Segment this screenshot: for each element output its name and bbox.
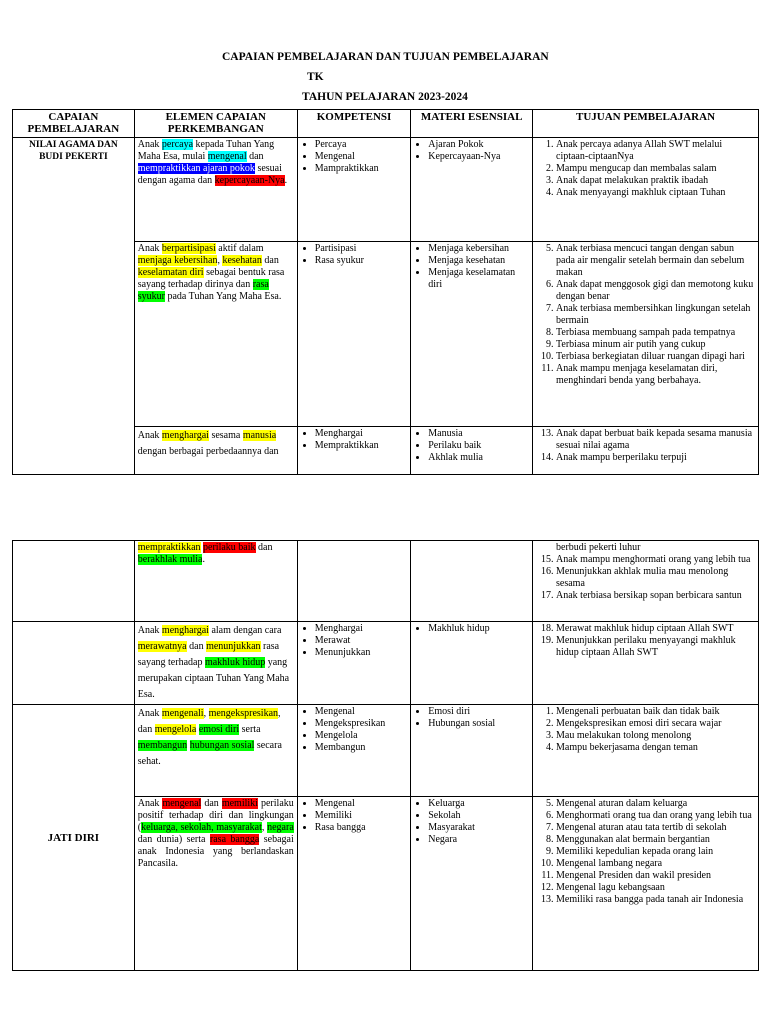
doc-subtitle-level: TK [307,71,324,83]
list-item: 7. Anak terbiasa membersihkan lingkungan setelah bermain [556,303,755,327]
kompetensi-cell [297,242,410,427]
list-item: • Merawat [315,635,407,647]
list-item: 4. Mampu bekerjasama dengan teman [556,742,755,754]
tujuan-cell [533,622,759,705]
list-item: 2. Mampu mengucap dan membalas salam [556,163,755,175]
list-item: 16. Menunjukkan akhlak mulia mau menolong sesama [556,566,755,590]
list-item: • Ajaran Pokok [428,139,529,151]
list-item: • Negara [428,834,529,846]
header-capaian: CAPAIAN PEMBELAJARAN [13,110,135,138]
list-item: 2. Mengekspresikan emosi diri secara wajar [556,718,755,730]
list-item: • Menunjukkan [315,647,407,659]
tujuan-cell [533,138,759,242]
list-item: 19. Menunjukkan perilaku menyayangi makhluk hidup ciptaan Allah SWT [556,635,755,659]
highlight-keyword: berakhlak mulia [137,554,203,565]
highlight-keyword: kepercayaan-Nya [214,175,285,186]
kompetensi-cell [297,797,410,971]
elemen-cell [134,541,297,622]
kompetensi-cell [297,427,410,475]
list-item: 4. Anak menyayangi makhluk ciptaan Tuhan [556,187,755,199]
materi-cell [411,541,533,622]
tujuan-cell [533,541,759,622]
highlight-keyword: rasa syukur [137,279,269,302]
tujuan-continued: berbudi pekerti luhur [556,542,641,553]
highlight-keyword: kesehatan [222,255,262,266]
list-item: 1. Mengenali perbuatan baik dan tidak baik [556,706,755,718]
materi-cell [411,797,533,971]
highlight-keyword: memiliki [221,798,258,809]
elemen-text: Anak [137,625,162,636]
materi-cell [411,138,533,242]
list-item: 15. Anak mampu menghormati orang yang lebih tua [556,554,755,566]
elemen-text: sebagai bentuk rasa sayang terhadap dirinya dan [137,267,285,290]
elemen-text: , [261,822,268,833]
elemen-text: Anak [137,139,162,150]
highlight-keyword: membangun [137,740,188,751]
list-item: 8. Menggunakan alat bermain bergantian [556,834,755,846]
elemen-cell [134,797,297,971]
list-item: • Mengekspresikan [315,718,407,730]
kompetensi-cell [297,622,410,705]
elemen-text: aktif dalam [215,243,264,254]
list-item: • Rasa bangga [315,822,407,834]
elemen-text: dengan berbagai perbedaannya dan [137,446,279,457]
highlight-keyword: menunjukkan [206,641,261,652]
elemen-text: secara sehat. [137,740,282,767]
table-row [13,541,759,622]
elemen-text: alam dengan cara [208,625,282,636]
list-item: 3. Anak dapat melakukan praktik ibadah [556,175,755,187]
list-item: • Hubungan sosial [428,718,529,730]
capaian-cell [13,705,135,971]
table-row [13,138,759,242]
list-item: 5. Anak terbiasa mencuci tangan dengan sabun pada air mengalir setelah bermain dan sebelum makan [556,243,755,279]
elemen-text: dan [261,255,279,266]
list-item: 6. Menghormati orang tua dan orang yang lebih tua [556,810,755,822]
elemen-text: sebagai anak Indonesia yang berlandaskan Pancasila. [137,834,294,869]
highlight-keyword: menghargai [161,625,209,636]
elemen-text: , [203,708,209,719]
header-kompetensi: KOMPETENSI [297,110,410,138]
elemen-text: Anak [137,430,162,441]
highlight-keyword: makhluk hidup [204,657,266,668]
highlight-keyword: merawatnya [137,641,187,652]
elemen-text: serta [239,724,261,735]
list-item: 14. Anak mampu berperilaku terpuji [556,452,755,464]
elemen-cell [134,705,297,797]
list-item: 7. Mengenal aturan atau tata tertib di sekolah [556,822,755,834]
header-materi: MATERI ESENSIAL [411,110,533,138]
doc-subtitle-year: TAHUN PELAJARAN 2023-2024 [302,91,468,103]
elemen-text: perilaku positif terhadap diri dan lingkungan ( [137,798,294,833]
list-item: • Percaya [315,139,407,151]
list-item: • Rasa syukur [315,255,407,267]
list-item: • Menghargai [315,623,407,635]
list-item: 6. Anak dapat menggosok gigi dan memotong kuku dengan benar [556,279,755,303]
list-item: • Akhlak mulia [428,452,529,464]
elemen-cell [134,138,297,242]
highlight-keyword: mengekspresikan [208,708,279,719]
list-item: • Mengelola [315,730,407,742]
list-item: 10. Terbiasa berkegiatan diluar ruangan dipagi hari [556,351,755,363]
highlight-keyword: menghargai [161,430,209,441]
elemen-text: dan [246,151,264,162]
list-item: 12. Mengenal lagu kebangsaan [556,882,755,894]
highlight-keyword: negara [267,822,294,833]
list-item: • Mempraktikkan [315,440,407,452]
list-item: • Masyarakat [428,822,529,834]
capaian-label: JATI DIRI [47,831,100,844]
materi-cell [411,705,533,797]
elemen-text: , [217,255,223,266]
elemen-cell [134,242,297,427]
list-item: • Membangun [315,742,407,754]
list-item: • Menghargai [315,428,407,440]
capaian-cell [13,138,135,475]
elemen-text: , dan [137,708,281,735]
materi-cell [411,427,533,475]
list-item: 18. Merawat makhluk hidup ciptaan Allah SWT [556,623,755,635]
kompetensi-cell [297,541,410,622]
elemen-text: dan [186,641,207,652]
highlight-keyword: emosi diri [198,724,240,735]
elemen-text: kepada Tuhan Yang Maha Esa, mulai [137,139,275,162]
list-item: 11. Mengenal Presiden dan wakil presiden [556,870,755,882]
list-item: • Memiliki [315,810,407,822]
tujuan-cell [533,427,759,475]
elemen-text: dan [255,542,273,553]
table-header-row [13,110,759,138]
highlight-keyword: perilaku baik [203,542,256,553]
highlight-keyword: manusia [242,430,277,441]
elemen-cell [134,427,297,475]
list-item: • Sekolah [428,810,529,822]
highlight-keyword: mempraktikkan [137,542,201,553]
tujuan-cell [533,797,759,971]
list-item: • Mampraktikkan [315,163,407,175]
elemen-text: . [202,554,205,565]
list-item: 5. Mengenal aturan dalam keluarga [556,798,755,810]
list-item: • Kepercayaan-Nya [428,151,529,163]
list-item: • Perilaku baik [428,440,529,452]
list-item: • Menjaga kebersihan [428,243,529,255]
tujuan-cell [533,705,759,797]
table-row [13,622,759,705]
elemen-text: dan dunia) serta [137,834,210,845]
elemen-text: sesuai dengan agama dan [137,163,282,186]
list-item: 9. Terbiasa minum air putih yang cukup [556,339,755,351]
list-item: • Emosi diri [428,706,529,718]
list-item: • Menjaga kesehatan [428,255,529,267]
elemen-text: pada Tuhan Yang Maha Esa. [164,291,282,302]
capaian-label: NILAI AGAMA DAN BUDI PEKERTI [29,140,118,162]
list-item: 1. Anak percaya adanya Allah SWT melalui ciptaan-ciptaanNya [556,139,755,163]
list-item: 8. Terbiasa membuang sampah pada tempatnya [556,327,755,339]
elemen-text: sesama [208,430,243,441]
table-row [13,705,759,797]
list-item: 10. Mengenal lambang negara [556,858,755,870]
elemen-cell [134,622,297,705]
highlight-keyword: mengelola [154,724,197,735]
capaian-cell-empty [13,541,135,622]
capaian-cell-empty [13,622,135,705]
highlight-keyword: keselamatan diri [137,267,204,278]
elemen-text: rasa sayang terhadap [137,641,280,668]
list-item: 13. Memiliki rasa bangga pada tanah air Indonesia [556,894,755,906]
list-item: • Partisipasi [315,243,407,255]
elemen-text: . [284,175,288,186]
materi-cell [411,622,533,705]
curriculum-table-2 [12,540,759,971]
list-item: • Mengenal [315,706,407,718]
tujuan-cell [533,242,759,427]
elemen-text: Anak [137,243,162,254]
list-item: 9. Memiliki kepedulian kepada orang lain [556,846,755,858]
highlight-keyword: mengenal [162,798,202,809]
list-item: 11. Anak mampu menjaga keselamatan diri, menghindari benda yang berbahaya. [556,363,755,387]
highlight-keyword: keluarga, sekolah, masyarakat [141,822,262,833]
highlight-keyword: mempraktikkan ajaran pokok [137,163,255,174]
highlight-keyword: mengenal [207,151,247,162]
kompetensi-cell [297,138,410,242]
list-item: 13. Anak dapat berbuat baik kepada sesama manusia sesuai nilai agama [556,428,755,452]
elemen-text: dan [201,798,222,809]
list-item: • Menjaga keselamatan diri [428,267,529,291]
highlight-keyword: rasa bangga [209,834,260,845]
elemen-text: Anak [137,708,162,719]
list-item: • Manusia [428,428,529,440]
highlight-keyword: percaya [161,139,194,150]
header-elemen: ELEMEN CAPAIAN PERKEMBANGAN [134,110,297,138]
highlight-keyword: menjaga kebersihan [137,255,218,266]
materi-cell [411,242,533,427]
doc-title: CAPAIAN PEMBELAJARAN DAN TUJUAN PEMBELAJARAN [222,51,549,63]
list-item: • Keluarga [428,798,529,810]
highlight-keyword: berpartisipasi [161,243,216,254]
highlight-keyword: mengenali [161,708,204,719]
highlight-keyword: hubungan sosial [189,740,255,751]
list-item: 3. Mau melakukan tolong menolong [556,730,755,742]
kompetensi-cell [297,705,410,797]
header-tujuan: TUJUAN PEMBELAJARAN [533,110,759,138]
elemen-text: yang merupakan ciptaan Tuhan Yang Maha Esa. [137,657,290,700]
list-item: • Mengenal [315,151,407,163]
elemen-text: Anak [137,798,163,809]
curriculum-table-1 [12,109,759,475]
list-item: 17. Anak terbiasa bersikap sopan berbicara santun [556,590,755,602]
list-item: • Mengenal [315,798,407,810]
list-item: • Makhluk hidup [428,623,529,635]
